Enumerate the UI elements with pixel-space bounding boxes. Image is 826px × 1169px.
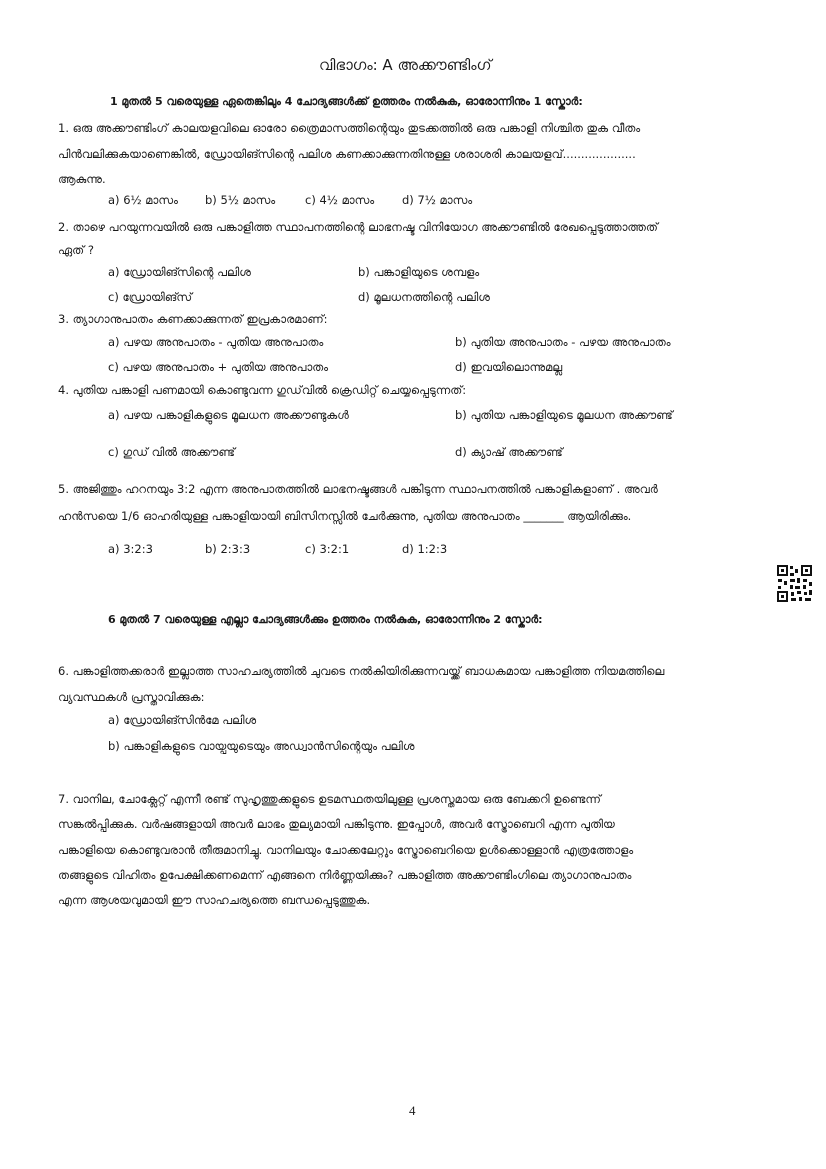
page-number: 4 — [409, 1103, 416, 1118]
question-7-line: 7. വാനില, ചോക്ലേറ്റ് എന്നീ രണ്ട് സുഹൃത്തുക്കളുടെ ഉടമസ്ഥതയിലുള്ള പ്രശസ്തമായ ഒരു ബേക്കറി ഉണ്ടെന്ന് — [58, 792, 601, 806]
question-1-line: പിൻവലിക്കുകയാണെങ്കിൽ, ഡ്രോയിങ്സിന്റെ പലിശ കണക്കാക്കുന്നതിനുള്ള ശരാശരി കാലയളവ്.................... — [58, 147, 636, 161]
question-5-option-a: a) 3:2:3 — [108, 542, 153, 556]
qr-code-icon — [776, 564, 813, 603]
question-1-option-c: c) 4½ മാസം — [305, 193, 375, 207]
question-7-line: സങ്കൽപ്പിക്കുക. വർഷങ്ങളായി അവർ ലാഭം തുല്യമായി പങ്കിടുന്നു. ഇപ്പോൾ, അവർ സ്ട്രോബെറി എന്ന പുതിയ — [58, 817, 615, 831]
question-3-option-c: c) പഴയ അനുപാതം + പുതിയ അനുപാതം — [108, 360, 329, 374]
question-6-line: വ്യവസ്ഥകൾ പ്രസ്താവിക്കുക: — [58, 690, 205, 704]
question-1-option-b: b) 5½ മാസം — [205, 193, 276, 207]
question-2-option-a: a) ഡ്രോയിങ്സിന്റെ പലിശ — [108, 265, 251, 279]
part1-instruction: 1 മുതൽ 5 വരെയുള്ള ഏതെങ്കിലും 4 ചോദ്യങ്ങൾക്ക് ഉത്തരം നൽകുക, ഓരോന്നിനും 1 സ്കോർ: — [110, 95, 583, 108]
question-4-option-b: b) പുതിയ പങ്കാളിയുടെ മൂലധന അക്കൗണ്ട് — [455, 408, 673, 422]
question-7-line: തങ്ങളുടെ വിഹിതം ഉപേക്ഷിക്കണമെന്ന് എങ്ങനെ നിർണ്ണയിക്കും? പങ്കാളിത്ത അക്കൗണ്ടിംഗിലെ ത്യാഗാനുപാതം — [58, 868, 632, 882]
question-2-option-d: d) മൂലധനത്തിന്റെ പലിശ — [358, 290, 490, 304]
question-5-option-d: d) 1:2:3 — [402, 542, 448, 556]
question-7-line: പങ്കാളിയെ കൊണ്ടുവരാൻ തീരുമാനിച്ചു. വാനിലയും ചോക്കലേറ്റും സ്ട്രോബെറിയെ ഉൾക്കൊള്ളാൻ എത്രത്തോളം — [58, 843, 634, 857]
question-2-option-c: c) ഡ്രോയിങ്സ് — [108, 290, 193, 304]
question-2-option-b: b) പങ്കാളിയുടെ ശമ്പളം — [358, 265, 480, 279]
question-1-line: ആകുന്നു. — [58, 172, 106, 186]
question-3-option-d: d) ഇവയിലൊന്നുമല്ല — [455, 360, 563, 374]
question-1-option-d: d) 7½ മാസം — [402, 193, 473, 207]
question-3-line: 3. ത്യാഗാനുപാതം കണക്കാക്കുന്നത് ഇപ്രകാരമാണ്: — [58, 312, 328, 326]
question-5-option-c: c) 3:2:1 — [305, 542, 350, 556]
question-6-line: 6. പങ്കാളിത്തക്കരാർ ഇല്ലാത്ത സാഹചര്യത്തിൽ ചുവടെ നൽകിയിരിക്കുന്നവയ്ക്ക് ബാധകമായ പങ്കാളിത്ത നിയമത്തിലെ — [58, 664, 665, 678]
question-2-line: 2. താഴെ പറയുന്നവയിൽ ഒരു പങ്കാളിത്ത സ്ഥാപനത്തിന്റെ ലാഭനഷ്ട വിനിയോഗ അക്കൗണ്ടിൽ രേഖപ്പെടുത്താത്തത് — [58, 220, 658, 234]
question-4-line: 4. പുതിയ പങ്കാളി പണമായി കൊണ്ടുവന്ന ഗുഡ്‌വിൽ ക്രെഡിറ്റ് ചെയ്യപ്പെടുന്നത്: — [58, 383, 467, 397]
question-5-line: ഹൻസയെ 1/6 ഓഹരിയുള്ള പങ്കാളിയായി ബിസിനസ്സിൽ ചേർക്കുന്നു, പുതിയ അനുപാതം _______ ആയിരിക്കും. — [58, 509, 632, 523]
question-4-option-a: a) പഴയ പങ്കാളികളുടെ മൂലധന അക്കൗണ്ടുകൾ — [108, 408, 349, 422]
part2-instruction: 6 മുതൽ 7 വരെയുള്ള എല്ലാ ചോദ്യങ്ങൾക്കും ഉത്തരം നൽകുക, ഓരോന്നിനും 2 സ്കോർ: — [108, 613, 543, 626]
question-6-option-a: a) ഡ്രോയിങ്സിൻമേ പലിശ — [108, 713, 257, 727]
question-6-option-b: b) പങ്കാളികളുടെ വായ്പയുടെയും അഡ്വാൻസിന്റെയും പലിശ — [108, 739, 415, 753]
question-1-option-a: a) 6½ മാസം — [108, 193, 178, 207]
question-1-line: 1. ഒരു അക്കൗണ്ടിംഗ് കാലയളവിലെ ഓരോ ത്രൈമാസത്തിന്റെയും തുടക്കത്തിൽ ഒരു പങ്കാളി നിശ്ചിത തുക വീതം — [58, 121, 641, 135]
question-3-option-a: a) പഴയ അനുപാതം - പുതിയ അനുപാതം — [108, 335, 324, 349]
question-5-line: 5. അജിത്തും ഹറനയും 3:2 എന്ന അനുപാതത്തിൽ ലാഭനഷ്ടങ്ങൾ പങ്കിടുന്ന സ്ഥാപനത്തിൽ പങ്കാളികളാണ് . അവർ — [58, 482, 658, 496]
question-4-option-c: c) ഗുഡ് വിൽ അക്കൗണ്ട് — [108, 445, 235, 459]
question-5-option-b: b) 2:3:3 — [205, 542, 251, 556]
question-3-option-b: b) പുതിയ അനുപാതം - പഴയ അനുപാതം — [455, 335, 671, 349]
question-7-line: എന്ന ആശയവുമായി ഈ സാഹചര്യത്തെ ബന്ധപ്പെടുത്തുക. — [58, 893, 371, 907]
question-2-line: ഏത് ? — [58, 243, 94, 257]
section-title: വിഭാഗം: A അക്കൗണ്ടിംഗ് — [319, 56, 492, 74]
question-4-option-d: d) ക്യാഷ് അക്കൗണ്ട് — [455, 445, 563, 459]
